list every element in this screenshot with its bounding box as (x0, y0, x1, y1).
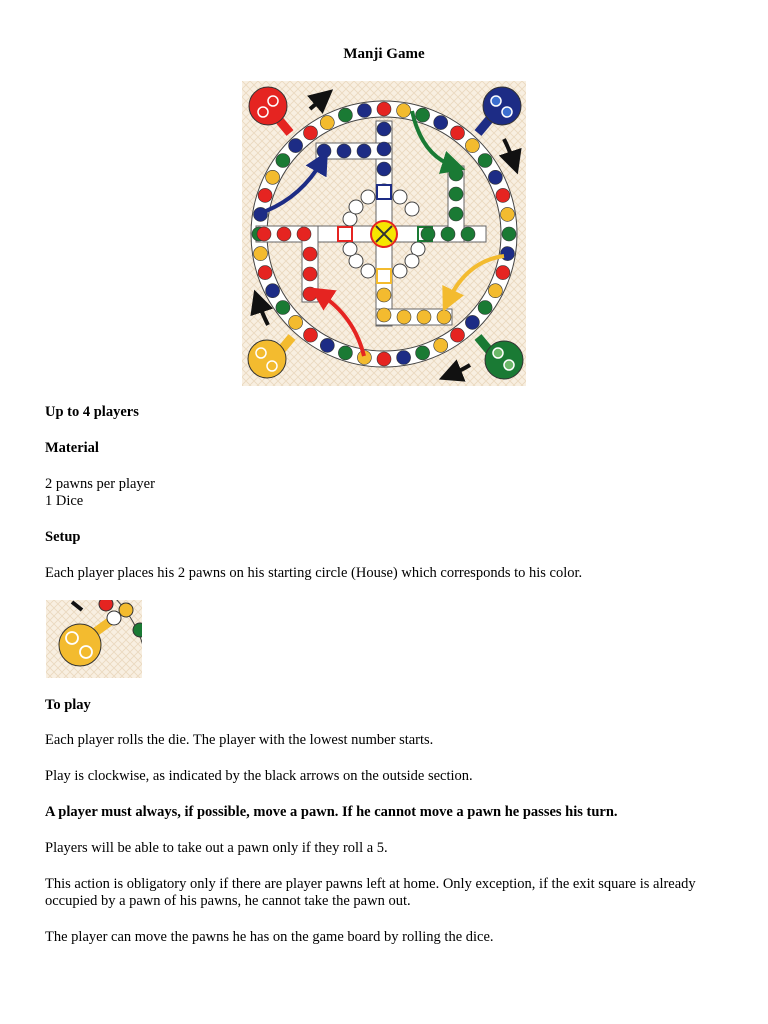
path-dot (421, 227, 435, 241)
track-dot (397, 104, 411, 118)
path-dot (449, 207, 463, 221)
play-paragraph-rule: A player must always, if possible, move a pawn. If he cannot move a pawn he passes his turn. (45, 804, 618, 820)
track-dot (434, 116, 448, 130)
track-dot (276, 301, 290, 315)
path-dot (303, 267, 317, 281)
track-dot (320, 338, 334, 352)
setup-heading: Setup (45, 529, 81, 545)
path-dot (461, 227, 475, 241)
material-item: 1 Dice (45, 493, 84, 509)
path-dot (303, 247, 317, 261)
track-dot (377, 352, 391, 366)
path-dot (377, 288, 391, 302)
track-dot (501, 247, 515, 261)
track-dot (478, 301, 492, 315)
path-dot (257, 227, 271, 241)
play-paragraph: Players will be able to take out a pawn only if they roll a 5. (45, 840, 388, 856)
track-dot (258, 266, 272, 280)
path-dot (337, 144, 351, 158)
play-paragraph: The player can move the pawns he has on the game board by rolling the dice. (45, 929, 494, 945)
track-dot (320, 116, 334, 130)
track-dot (357, 104, 371, 118)
track-dot (465, 315, 479, 329)
path-dot (437, 310, 451, 324)
track-dot (488, 284, 502, 298)
path-dot (377, 122, 391, 136)
track-dot (451, 126, 465, 140)
track-dot (304, 328, 318, 342)
play-heading: To play (45, 697, 91, 713)
path-dot (277, 227, 291, 241)
path-dot (449, 167, 463, 181)
track-dot (397, 351, 411, 365)
track-dot (416, 346, 430, 360)
path-dot (357, 144, 371, 158)
path-dot (441, 227, 455, 241)
track-dot (266, 284, 280, 298)
material-heading: Material (45, 440, 99, 456)
play-paragraph: Play is clockwise, as indicated by the black arrows on the outside section. (45, 768, 473, 784)
path-dot (317, 144, 331, 158)
path-dot (449, 187, 463, 201)
page-title: Manji Game (343, 46, 425, 62)
track-dot (478, 154, 492, 168)
track-dot (266, 170, 280, 184)
track-dot (258, 188, 272, 202)
track-dot (289, 139, 303, 153)
path-dot (297, 227, 311, 241)
path-dot (377, 142, 391, 156)
track-dot (289, 315, 303, 329)
track-dot (496, 266, 510, 280)
track-dot (465, 139, 479, 153)
track-dot (338, 108, 352, 122)
track-dot (502, 227, 516, 241)
track-dot (254, 247, 268, 261)
track-dot (276, 154, 290, 168)
track-dot (451, 328, 465, 342)
track-dot (416, 108, 430, 122)
path-dot (417, 310, 431, 324)
players-heading: Up to 4 players (45, 404, 139, 420)
path-dot (377, 308, 391, 322)
setup-text: Each player places his 2 pawns on his starting circle (House) which corresponds to his color. (45, 565, 583, 581)
track-dot (377, 102, 391, 116)
play-paragraph: This action is obligatory only if there are player pawns left at home. Only exception, if the exit square is already occupied by a pawn of his pawns, he cannot take the pawn out. (45, 876, 696, 909)
material-item: 2 pawns per player (45, 476, 155, 492)
path-dot (303, 287, 317, 301)
game-board-image (242, 81, 526, 386)
yellow-house-image (46, 600, 142, 678)
path-dot (377, 162, 391, 176)
track-dot (434, 338, 448, 352)
path-dot (397, 310, 411, 324)
track-dot (496, 188, 510, 202)
track-dot (338, 346, 352, 360)
track-dot (304, 126, 318, 140)
track-dot (488, 170, 502, 184)
track-dot (501, 207, 515, 221)
play-paragraph: Each player rolls the die. The player with the lowest number starts. (45, 732, 434, 748)
